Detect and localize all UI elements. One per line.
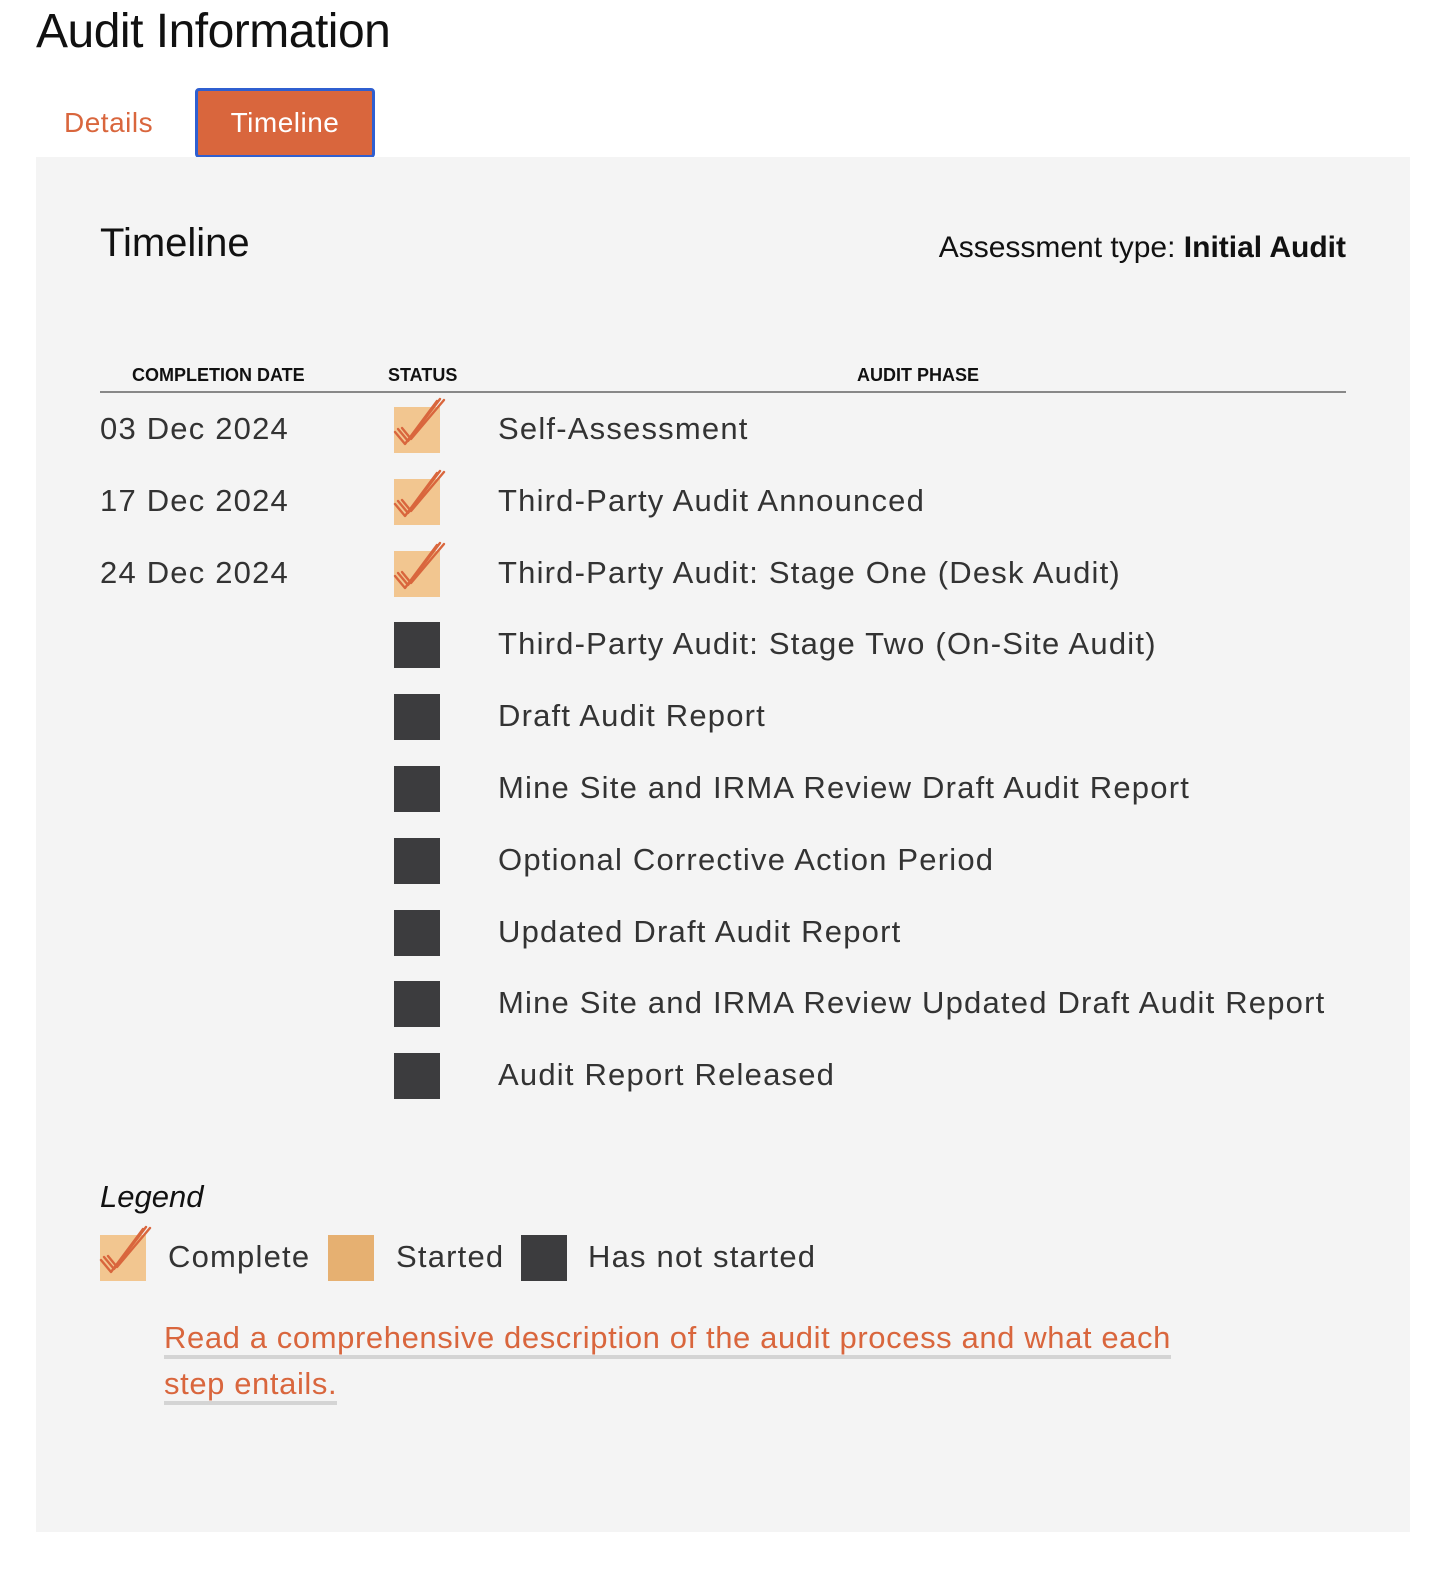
- timeline-row: [100, 403, 1346, 463]
- timeline-row: [100, 618, 1346, 678]
- audit-phase: Third-Party Audit: Stage Two (On-Site Audit): [498, 626, 1157, 661]
- audit-phase: Self-Assessment: [498, 411, 749, 446]
- timeline-table-header: [100, 365, 1346, 393]
- status-not-started: [394, 622, 440, 668]
- column-header-audit-phase: AUDIT PHASE: [857, 365, 980, 385]
- audit-phase: Updated Draft Audit Report: [498, 914, 902, 949]
- status-not-started: [394, 766, 440, 812]
- legend-title: Legend: [100, 1179, 204, 1214]
- tab-details[interactable]: Details: [64, 107, 154, 138]
- timeline-row: [100, 1049, 1346, 1109]
- status-not-started: [394, 838, 440, 884]
- status-not-started: [394, 1053, 440, 1099]
- check-icon: [392, 539, 454, 597]
- check-icon: [392, 395, 454, 453]
- timeline-row: [100, 977, 1346, 1037]
- legend-complete-label: Complete: [168, 1239, 311, 1274]
- audit-process-link-line2[interactable]: step entails.: [164, 1366, 337, 1405]
- timeline-row: [100, 547, 1346, 607]
- status-complete: [394, 407, 440, 453]
- completion-date: 24 Dec 2024: [100, 555, 289, 590]
- timeline-row: [100, 475, 1346, 535]
- column-header-status: STATUS: [388, 365, 458, 385]
- tab-timeline[interactable]: Timeline: [195, 88, 375, 158]
- completion-date: 03 Dec 2024: [100, 411, 289, 446]
- completion-date: 17 Dec 2024: [100, 483, 289, 518]
- check-icon: [392, 467, 454, 525]
- legend-started-label: Started: [396, 1239, 505, 1274]
- legend-not-started-label: Has not started: [588, 1239, 817, 1274]
- legend-complete-swatch: [100, 1235, 146, 1281]
- column-header-completion-date: COMPLETION DATE: [132, 365, 305, 385]
- status-complete: [394, 479, 440, 525]
- legend: [100, 1235, 900, 1285]
- audit-phase: Audit Report Released: [498, 1057, 836, 1092]
- legend-started-swatch: [328, 1235, 374, 1281]
- assessment-type: [939, 231, 1346, 265]
- assessment-value: Initial Audit: [1183, 231, 1346, 264]
- status-not-started: [394, 910, 440, 956]
- assessment-label: Assessment type:: [938, 231, 1176, 264]
- audit-phase: Mine Site and IRMA Review Draft Audit Report: [498, 770, 1191, 805]
- audit-phase: Optional Corrective Action Period: [498, 842, 995, 877]
- status-not-started: [394, 981, 440, 1027]
- audit-phase: Third-Party Audit Announced: [498, 483, 926, 518]
- audit-phase: Mine Site and IRMA Review Updated Draft Audit Report: [498, 985, 1326, 1020]
- page-title: Audit Information: [36, 5, 391, 58]
- audit-process-link-line1[interactable]: Read a comprehensive description of the audit process and what each: [164, 1320, 1171, 1359]
- status-complete: [394, 551, 440, 597]
- status-not-started: [394, 694, 440, 740]
- legend-not-started-swatch: [521, 1235, 567, 1281]
- timeline-row: [100, 690, 1346, 750]
- timeline-panel: [36, 157, 1410, 1532]
- check-icon: [98, 1223, 160, 1281]
- timeline-row: [100, 906, 1346, 966]
- tab-bar: [36, 88, 636, 158]
- timeline-row: [100, 762, 1346, 822]
- audit-phase: Draft Audit Report: [498, 698, 766, 733]
- section-title: Timeline: [100, 221, 250, 265]
- audit-phase: Third-Party Audit: Stage One (Desk Audit): [498, 555, 1121, 590]
- timeline-row: [100, 834, 1346, 894]
- audit-process-link[interactable]: [164, 1315, 1304, 1407]
